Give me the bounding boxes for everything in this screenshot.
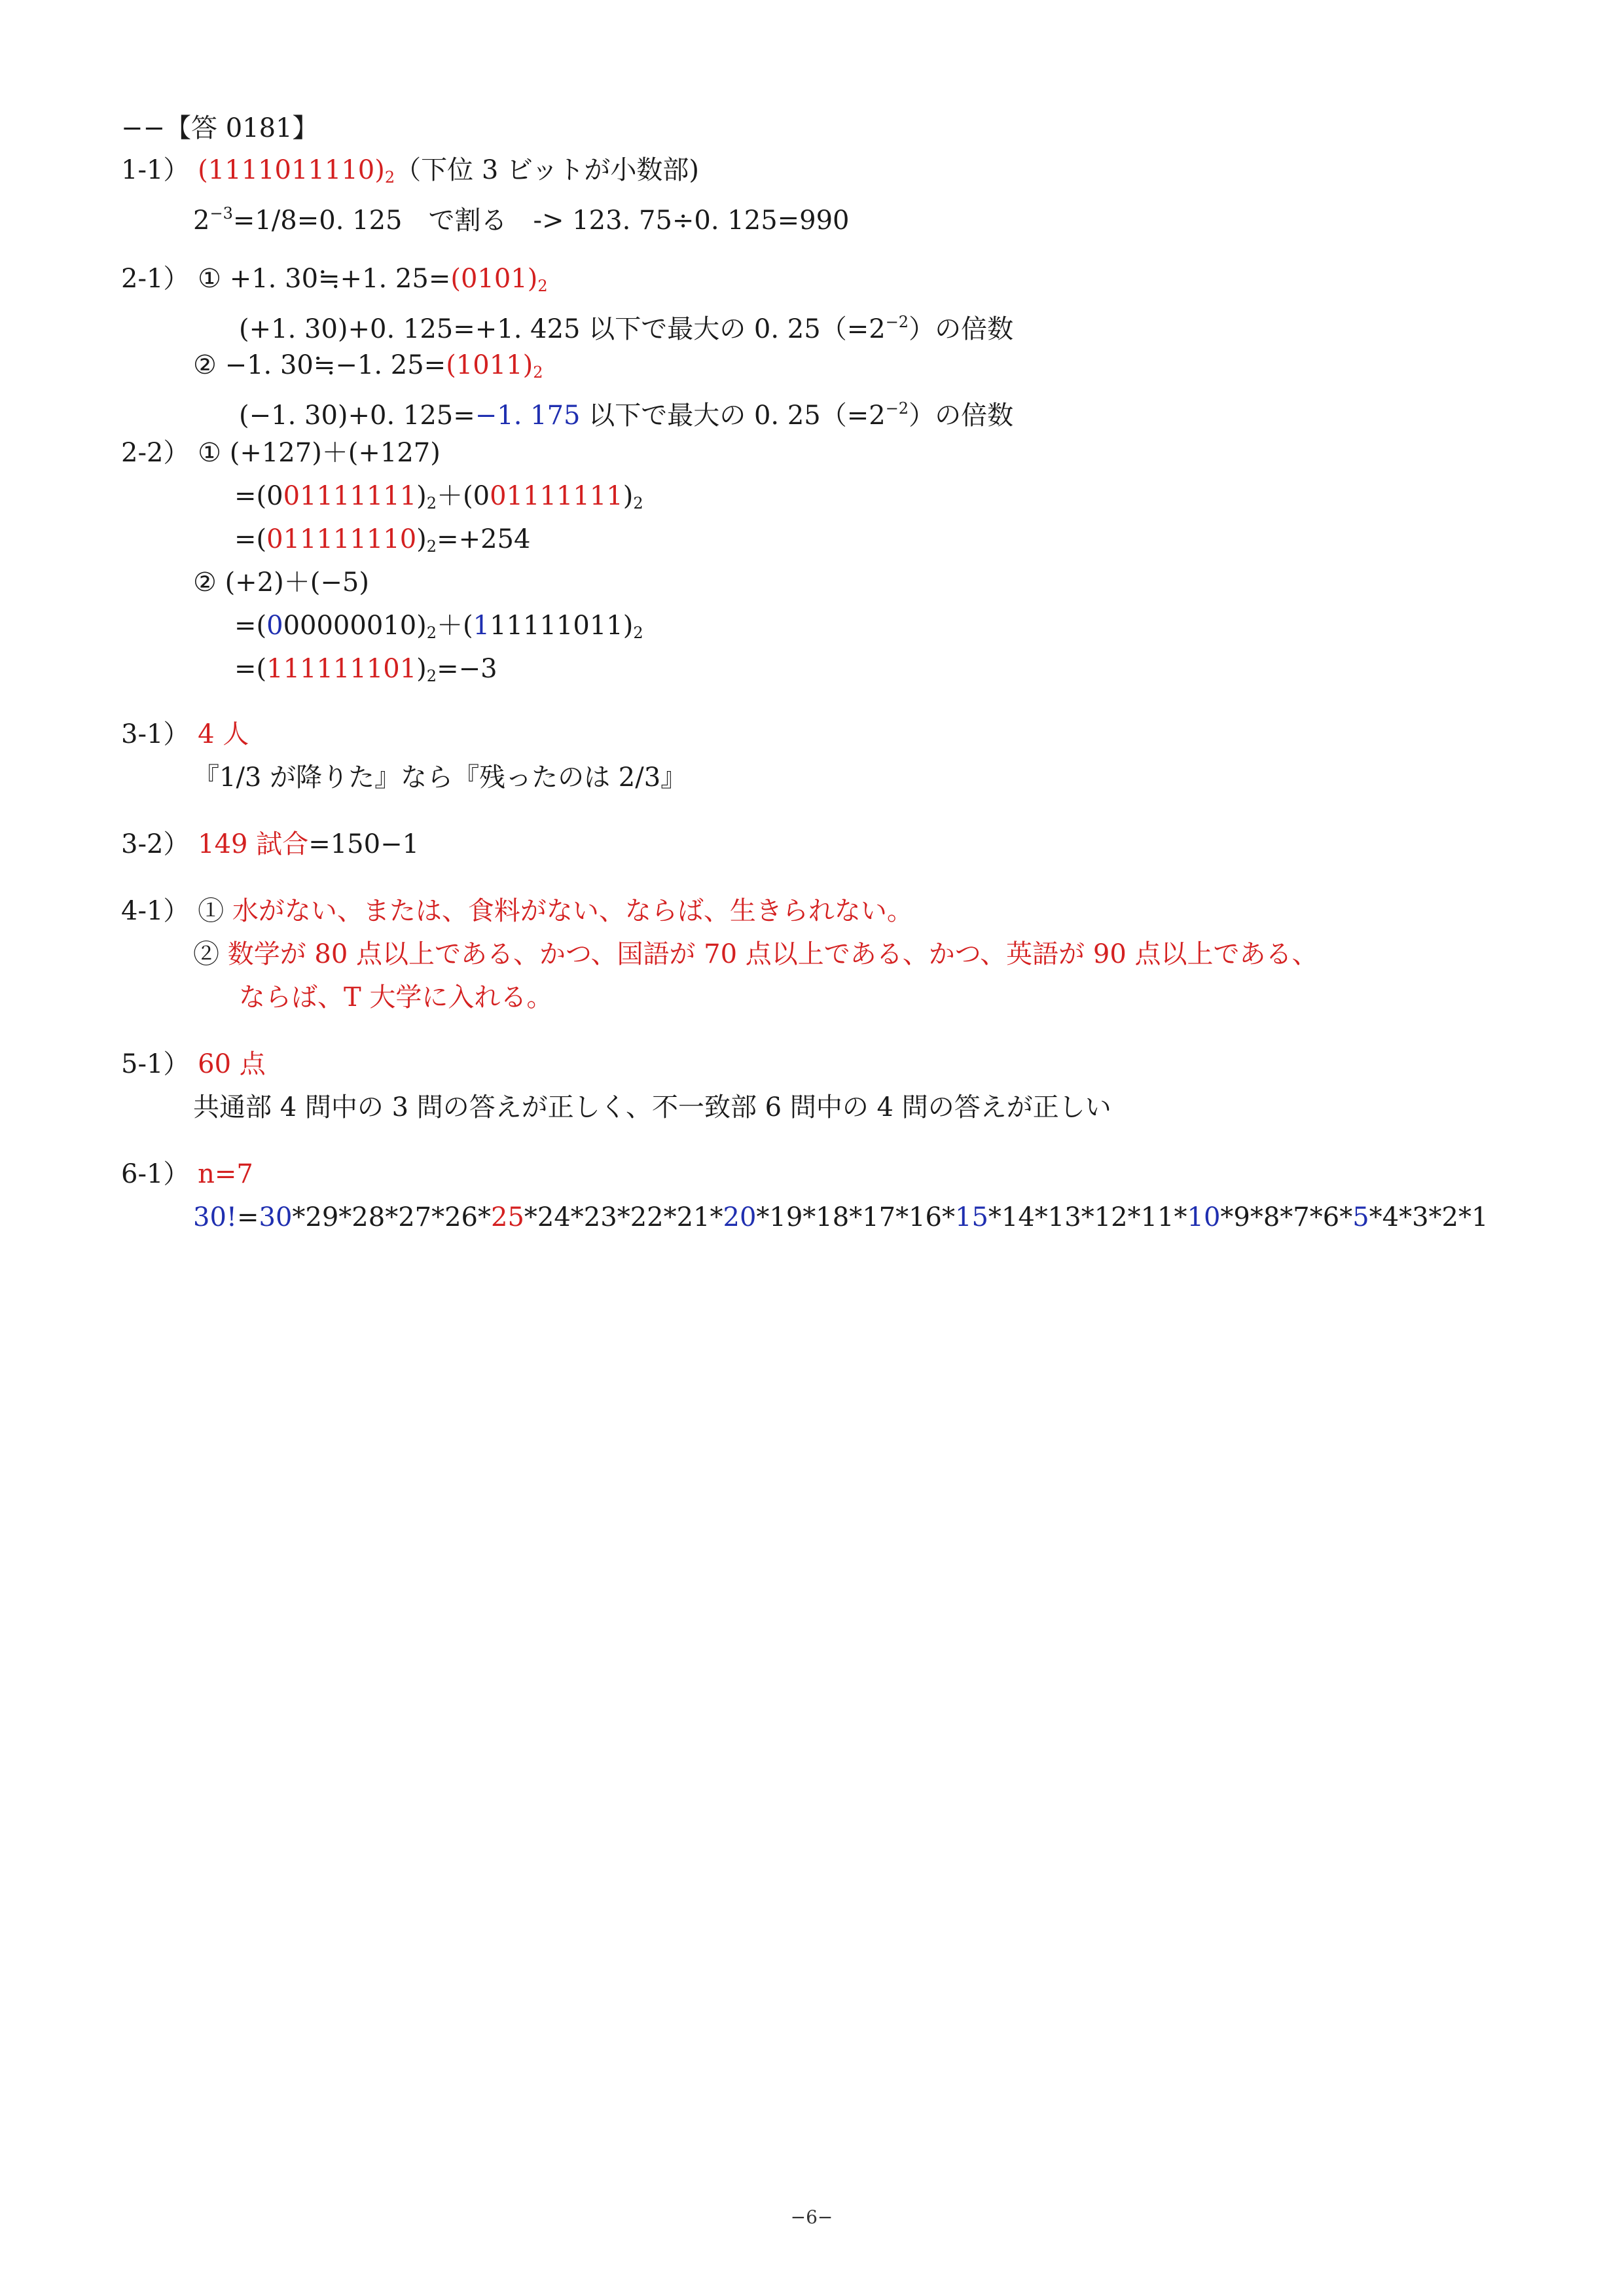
question-label: 6-1） bbox=[121, 1159, 190, 1189]
answer-3-2-line-1 bbox=[121, 826, 419, 863]
base-subscript: 2 bbox=[537, 277, 548, 295]
question-label: 4-1） bbox=[121, 896, 190, 926]
text-segment: *19*18*17*16* bbox=[756, 1202, 955, 1232]
text-segment: =150−1 bbox=[308, 829, 420, 859]
answer-bits: 01111111 bbox=[283, 481, 417, 511]
text-segment: =1/8=0. 125 で割る -> 123. 75÷0. 125=990 bbox=[232, 206, 850, 236]
answer-5-1-line-2: 共通部 4 問中の 3 問の答えが正しく、不一致部 6 問中の 4 問の答えが正しい bbox=[193, 1092, 1111, 1122]
answer-bits: 01111111 bbox=[490, 481, 623, 511]
base-subscript: 2 bbox=[384, 168, 395, 187]
exponent: −2 bbox=[885, 313, 909, 331]
text-segment: =( bbox=[234, 654, 267, 684]
answer-header: −−【答 0181】 bbox=[121, 113, 319, 143]
answer-value: (0101) bbox=[450, 264, 538, 294]
answer-note: （下位 3 ビットが小数部) bbox=[395, 155, 700, 185]
answer-5-1-line-1 bbox=[121, 1046, 266, 1083]
answer-4-1-line-1 bbox=[121, 893, 913, 929]
text-segment: =+254 bbox=[437, 524, 531, 554]
multiple-of-5: 10 bbox=[1187, 1202, 1221, 1232]
answer-value: 149 試合 bbox=[198, 829, 309, 859]
question-label: 1-1） bbox=[121, 155, 190, 185]
highlight-value: −1. 175 bbox=[475, 401, 581, 431]
base-subscript: 2 bbox=[426, 624, 437, 642]
text-segment: (+1. 30)+0. 125=+1. 425 以下で最大の 0. 25（=2 bbox=[239, 314, 886, 344]
text-segment: =( bbox=[234, 524, 267, 554]
answer-value: 数学が 80 点以上である、かつ、国語が 70 点以上である、かつ、英語が 90 点以上である、 bbox=[227, 939, 1318, 969]
text-segment: ) bbox=[416, 654, 427, 684]
answer-2-1-line-2 bbox=[239, 304, 1013, 348]
text-segment: =(0 bbox=[234, 481, 283, 511]
answer-1-1-line-2 bbox=[193, 195, 850, 239]
question-label: 3-2） bbox=[121, 829, 190, 859]
exponent: −3 bbox=[209, 204, 233, 223]
text-segment: (+127)＋(+127) bbox=[229, 438, 441, 468]
base-subscript: 2 bbox=[633, 624, 643, 642]
text-segment: 2 bbox=[193, 206, 210, 236]
text-segment: ＋(0 bbox=[437, 481, 490, 511]
answer-2-2-line-1 bbox=[121, 435, 441, 471]
answer-2-1-line-1 bbox=[121, 260, 548, 304]
circled-number: ② bbox=[193, 350, 217, 380]
answer-2-2-line-5 bbox=[234, 607, 643, 651]
answer-2-1-line-4 bbox=[239, 390, 1013, 434]
text-segment: (+2)＋(−5) bbox=[225, 567, 369, 598]
circled-number: ② bbox=[193, 939, 219, 969]
answer-4-1-line-2 bbox=[193, 936, 1318, 973]
sign-bit: 1 bbox=[473, 611, 490, 641]
base-subscript: 2 bbox=[633, 494, 643, 512]
base-subscript: 2 bbox=[426, 494, 437, 512]
answer-2-2-line-4 bbox=[193, 564, 369, 601]
multiple-of-5: 20 bbox=[723, 1202, 757, 1232]
answer-bits: (1111011110) bbox=[198, 155, 385, 185]
text-segment: (−1. 30)+0. 125= bbox=[239, 401, 475, 431]
text-segment: 以下で最大の 0. 25（=2 bbox=[580, 401, 886, 431]
text-segment: ）の倍数 bbox=[909, 401, 1014, 431]
answer-2-2-line-3 bbox=[234, 521, 530, 565]
answer-4-1-line-3 bbox=[239, 979, 552, 1016]
base-subscript: 2 bbox=[533, 363, 543, 382]
question-label: 2-1） bbox=[121, 264, 190, 294]
base-subscript: 2 bbox=[426, 667, 437, 685]
question-label: 2-2） bbox=[121, 438, 190, 468]
answer-2-2-line-6 bbox=[234, 651, 497, 694]
answer-value: 4 人 bbox=[198, 719, 249, 749]
text-segment: ）の倍数 bbox=[909, 314, 1014, 344]
circled-number: ① bbox=[198, 438, 221, 468]
multiple-of-5: 5 bbox=[1352, 1202, 1369, 1232]
text-segment: ) bbox=[416, 481, 427, 511]
answer-3-1-line-2: 『1/3 が降りた』なら『残ったのは 2/3』 bbox=[193, 762, 687, 793]
answer-6-1-line-1 bbox=[121, 1156, 253, 1193]
text-segment: ) bbox=[416, 524, 427, 554]
answer-bits: 011111110 bbox=[266, 524, 417, 554]
multiple-of-25: 25 bbox=[491, 1202, 524, 1232]
text-segment: *24*23*22*21* bbox=[524, 1202, 723, 1232]
multiple-of-5: 30 bbox=[259, 1202, 293, 1232]
circled-number: ② bbox=[193, 567, 217, 598]
base-subscript: 2 bbox=[426, 537, 437, 556]
text-segment: =−3 bbox=[437, 654, 497, 684]
factorial-term: 30! bbox=[193, 1202, 237, 1232]
answer-3-1-line-1 bbox=[121, 716, 249, 753]
answer-1-1-line-1 bbox=[121, 152, 699, 196]
circled-number: ① bbox=[198, 896, 225, 926]
answer-value: 60 点 bbox=[198, 1049, 266, 1079]
text-segment: 11111011) bbox=[490, 611, 634, 641]
text-segment: +1. 30≒+1. 25= bbox=[229, 264, 451, 294]
text-segment: *9*8*7*6* bbox=[1220, 1202, 1353, 1232]
question-label: 3-1） bbox=[121, 719, 190, 749]
page-number: −6− bbox=[790, 2206, 833, 2228]
answer-value: (1011) bbox=[446, 350, 533, 380]
answer-value: ならば、T 大学に入れる。 bbox=[239, 982, 553, 1013]
multiple-of-5: 15 bbox=[955, 1202, 988, 1232]
text-segment: *14*13*12*11* bbox=[988, 1202, 1187, 1232]
text-segment: = bbox=[236, 1202, 259, 1232]
answer-value: 水がない、または、食料がない、ならば、生きられない。 bbox=[232, 896, 913, 926]
answer-6-1-factorial bbox=[193, 1199, 1488, 1236]
sign-bit: 0 bbox=[266, 611, 283, 641]
answer-2-1-line-3 bbox=[193, 347, 543, 391]
text-segment: ) bbox=[623, 481, 634, 511]
text-segment: *29*28*27*26* bbox=[292, 1202, 491, 1232]
text-segment: *4*3*2*1 bbox=[1369, 1202, 1489, 1232]
text-segment: ＋( bbox=[437, 611, 473, 641]
answer-value: n=7 bbox=[198, 1159, 253, 1189]
exponent: −2 bbox=[885, 399, 909, 418]
answer-bits: 111111101 bbox=[266, 654, 417, 684]
answer-2-2-line-2 bbox=[234, 478, 643, 522]
question-label: 5-1） bbox=[121, 1049, 190, 1079]
text-segment: =( bbox=[234, 611, 267, 641]
text-segment: 00000010) bbox=[283, 611, 427, 641]
circled-number: ① bbox=[198, 264, 221, 294]
text-segment: −1. 30≒−1. 25= bbox=[225, 350, 446, 380]
